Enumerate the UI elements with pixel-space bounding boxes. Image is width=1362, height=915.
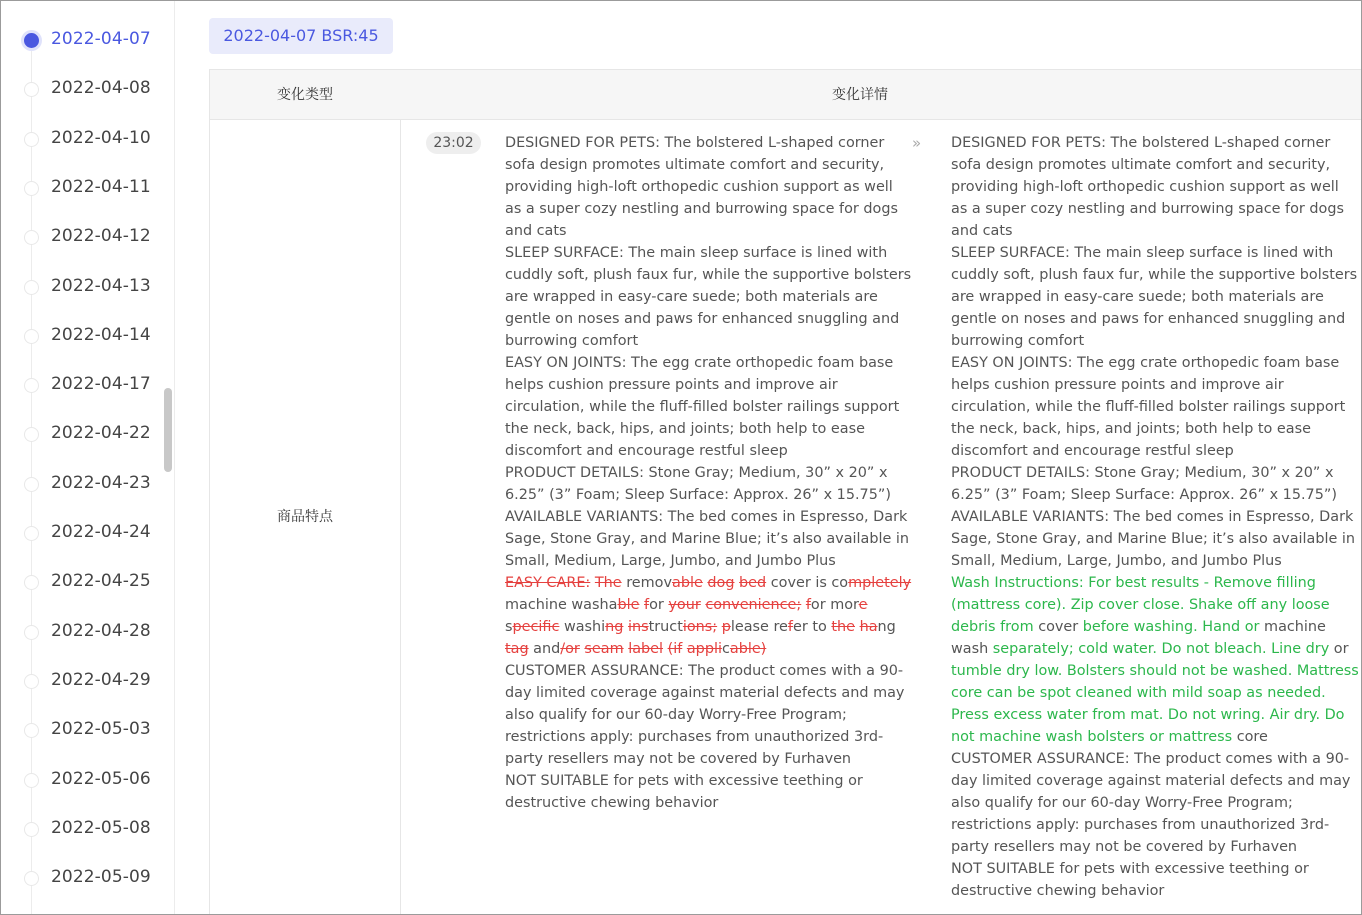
diff-line bbox=[951, 616, 1346, 638]
timeline-dot-icon bbox=[24, 871, 39, 886]
inserted-text: Press excess water from mat. Do not wring. Air dry. Do bbox=[951, 707, 1345, 723]
change-table bbox=[209, 69, 1362, 915]
text-line: Sage, Stone Gray, and Marine Blue; it’s also available in bbox=[505, 531, 910, 547]
text-line: DESIGNED FOR PETS: The bolstered L-shaped corner bbox=[505, 135, 885, 151]
text-line: the neck, back, hips, and joints; both help to ease bbox=[951, 421, 1311, 437]
deleted-text: the bbox=[831, 619, 855, 635]
text-line: providing high-loft orthopedic cushion support as well bbox=[505, 179, 893, 195]
table-header bbox=[210, 70, 1362, 120]
unchanged-text: lease re bbox=[730, 619, 788, 635]
unchanged-text: er to bbox=[793, 619, 832, 635]
text-line: cuddly soft, plush faux fur, while the supportive bolsters bbox=[951, 267, 1358, 283]
deleted-text: EASY CARE: bbox=[505, 575, 591, 591]
text-line: NOT SUITABLE for pets with excessive teething or bbox=[505, 773, 863, 789]
unchanged-text: ng bbox=[877, 619, 896, 635]
timeline-date-label: 2022-05-06 bbox=[51, 768, 151, 789]
timeline-dot-icon bbox=[24, 82, 39, 97]
timeline-dot-icon bbox=[24, 773, 39, 788]
text-line: as a super cozy nestling and burrowing space for dogs bbox=[951, 201, 1344, 217]
text-line: destructive chewing behavior bbox=[505, 795, 719, 811]
column-divider bbox=[400, 120, 401, 915]
double-chevron-right-icon: » bbox=[912, 134, 922, 152]
deleted-text: seam bbox=[584, 641, 624, 657]
diff-line bbox=[951, 704, 1346, 726]
deleted-text: ha bbox=[859, 619, 878, 635]
unchanged-text: or bbox=[1329, 641, 1349, 657]
diff-line bbox=[951, 594, 1346, 616]
deleted-text: ins bbox=[628, 619, 649, 635]
diff-line bbox=[505, 616, 900, 638]
deleted-text: ions; bbox=[682, 619, 718, 635]
timeline-dot-icon bbox=[24, 575, 39, 590]
text-line: EASY ON JOINTS: The egg crate orthopedic foam base bbox=[505, 355, 894, 371]
text-line: also qualify for our 60-day Worry-Free Program; bbox=[505, 707, 847, 723]
deleted-text: your bbox=[668, 597, 701, 613]
timeline-item[interactable] bbox=[1, 567, 161, 597]
text-line: cuddly soft, plush faux fur, while the supportive bolsters bbox=[505, 267, 912, 283]
timeline-date-label: 2022-04-08 bbox=[51, 78, 151, 99]
inserted-text: core can be spot cleaned with mild soap as needed. bbox=[951, 685, 1326, 701]
timeline-dot-icon bbox=[24, 427, 39, 442]
text-line: party resellers may not be covered by Furhaven bbox=[505, 751, 852, 767]
text-line: helps cushion pressure points and improve air bbox=[951, 377, 1284, 393]
deleted-text: dog bbox=[707, 575, 735, 591]
text-line: NOT SUITABLE for pets with excessive teething or bbox=[951, 861, 1309, 877]
timeline-date-label: 2022-04-17 bbox=[51, 374, 151, 395]
text-line: gentle on noses and paws for enhanced snuggling and bbox=[951, 311, 1346, 327]
timeline-date-label: 2022-04-22 bbox=[51, 423, 151, 444]
timeline-item[interactable] bbox=[1, 419, 161, 449]
text-line: destructive chewing behavior bbox=[951, 883, 1165, 899]
text-line: DESIGNED FOR PETS: The bolstered L-shaped corner bbox=[951, 135, 1331, 151]
timeline-date-label: 2022-04-25 bbox=[51, 571, 151, 592]
inserted-text: tumble dry low. Bolsters should not be washed. Mattress bbox=[951, 663, 1359, 679]
timeline-date-label: 2022-04-29 bbox=[51, 669, 151, 690]
deleted-text: f bbox=[644, 597, 650, 613]
timeline-item[interactable] bbox=[1, 25, 161, 55]
text-line: restrictions apply: purchases from unauthorized 3rd- bbox=[951, 817, 1330, 833]
text-line: EASY ON JOINTS: The egg crate orthopedic foam base bbox=[951, 355, 1340, 371]
text-line: restrictions apply: purchases from unauthorized 3rd- bbox=[505, 729, 884, 745]
unchanged-text: remov bbox=[621, 575, 672, 591]
text-line: 6.25” (3” Foam; Sleep Surface: Approx. 26” x 15.75”) bbox=[951, 487, 1337, 503]
diff-line bbox=[505, 594, 900, 616]
inserted-text: results - Remove filling bbox=[1146, 575, 1316, 591]
deleted-text: The bbox=[594, 575, 622, 591]
text-line: 6.25” (3” Foam; Sleep Surface: Approx. 26” x 15.75”) bbox=[505, 487, 891, 503]
timeline-date-label: 2022-05-03 bbox=[51, 719, 151, 740]
deleted-text: convenience; bbox=[705, 597, 802, 613]
deleted-text: (if bbox=[667, 641, 683, 657]
unchanged-text: truct bbox=[648, 619, 683, 635]
timeline-item[interactable] bbox=[1, 666, 161, 696]
text-line: AVAILABLE VARIANTS: The bed comes in Espresso, Dark bbox=[505, 509, 908, 525]
text-line: sofa design promotes ultimate comfort and security, bbox=[505, 157, 885, 173]
timeline-date-label: 2022-05-09 bbox=[51, 867, 151, 888]
deleted-text: bed bbox=[739, 575, 767, 591]
text-line: discomfort and encourage restful sleep bbox=[505, 443, 788, 459]
col-header-change-type: 变化类型 bbox=[277, 87, 333, 103]
date-bsr-badge: 2022-04-07 BSR:45 bbox=[209, 18, 393, 54]
text-line: are wrapped in easy-care suede; both materials are bbox=[951, 289, 1324, 305]
unchanged-text: washi bbox=[559, 619, 606, 635]
timeline-item[interactable] bbox=[1, 715, 161, 745]
text-line: circulation, while the fluff-filled bolster railings support bbox=[951, 399, 1346, 415]
timeline-date-label: 2022-04-24 bbox=[51, 522, 151, 542]
text-line: Sage, Stone Gray, and Marine Blue; it’s also available in bbox=[951, 531, 1356, 547]
text-line: discomfort and encourage restful sleep bbox=[951, 443, 1234, 459]
inserted-text: debris from bbox=[951, 619, 1039, 635]
unchanged-text: cover bbox=[1038, 619, 1079, 635]
text-line: CUSTOMER ASSURANCE: The product comes with a 90- bbox=[951, 751, 1350, 767]
deleted-text: label bbox=[628, 641, 664, 657]
sidebar-scrollbar-thumb[interactable] bbox=[164, 388, 172, 472]
text-line: and cats bbox=[505, 223, 567, 239]
timeline-date-label: 2022-04-10 bbox=[51, 127, 151, 148]
old-value-text bbox=[505, 132, 912, 814]
text-line: burrowing comfort bbox=[505, 333, 639, 349]
col-header-change-detail: 变化详情 bbox=[832, 87, 888, 103]
new-value-text bbox=[951, 132, 1359, 902]
timeline-date-label: 2022-04-12 bbox=[51, 226, 151, 247]
unchanged-text: machine washa bbox=[505, 597, 618, 613]
text-line: and cats bbox=[951, 223, 1013, 239]
deleted-text: e bbox=[858, 597, 868, 613]
unchanged-text: cover is co bbox=[766, 575, 849, 591]
timeline-item[interactable] bbox=[1, 272, 161, 302]
text-line: SLEEP SURFACE: The main sleep surface is lined with bbox=[951, 245, 1334, 261]
text-line: also qualify for our 60-day Worry-Free Program; bbox=[951, 795, 1293, 811]
timeline-item[interactable] bbox=[1, 173, 161, 203]
text-line: Small, Medium, Large, Jumbo, and Jumbo Plus bbox=[951, 553, 1282, 569]
timeline-item[interactable] bbox=[1, 518, 161, 548]
timeline-item[interactable] bbox=[1, 124, 161, 154]
text-line: circulation, while the fluff-filled bolster railings support bbox=[505, 399, 900, 415]
timeline-dot-icon bbox=[24, 625, 39, 640]
timeline-item[interactable] bbox=[1, 370, 161, 400]
diff-line bbox=[951, 682, 1346, 704]
text-line: gentle on noses and paws for enhanced snuggling and bbox=[505, 311, 900, 327]
inserted-text: separately; cold water. Do not bleach. Line dry bbox=[992, 641, 1330, 657]
deleted-text: ble bbox=[617, 597, 640, 613]
unchanged-text: or bbox=[649, 597, 669, 613]
diff-line bbox=[951, 572, 1346, 594]
timeline-dot-icon bbox=[24, 674, 39, 689]
inserted-text: (mattress core). Zip cover close. Shake off any loose bbox=[951, 597, 1330, 613]
unchanged-text: wash bbox=[951, 641, 993, 657]
timeline-date-label: 2022-04-23 bbox=[51, 472, 151, 493]
text-line: helps cushion pressure points and improve air bbox=[505, 377, 838, 393]
text-line: party resellers may not be covered by Furhaven bbox=[951, 839, 1298, 855]
deleted-text: mpletely bbox=[848, 575, 912, 591]
text-line: the neck, back, hips, and joints; both help to ease bbox=[505, 421, 865, 437]
inserted-text: est bbox=[1124, 575, 1147, 591]
text-line: SLEEP SURFACE: The main sleep surface is lined with bbox=[505, 245, 888, 261]
unchanged-text: and bbox=[528, 641, 561, 657]
unchanged-text: or mor bbox=[810, 597, 859, 613]
timeline-dot-icon bbox=[24, 230, 39, 245]
date-timeline bbox=[1, 1, 175, 915]
timeline-item[interactable] bbox=[1, 222, 161, 252]
timeline-dot-icon bbox=[24, 477, 39, 492]
timeline-date-label: 2022-04-28 bbox=[51, 620, 151, 641]
deleted-text: able bbox=[672, 575, 703, 591]
unchanged-text: core bbox=[1236, 729, 1268, 745]
timeline-item[interactable] bbox=[1, 863, 161, 893]
text-line: AVAILABLE VARIANTS: The bed comes in Espresso, Dark bbox=[951, 509, 1354, 525]
timeline-item[interactable] bbox=[1, 469, 161, 499]
unchanged-text: s bbox=[505, 619, 513, 635]
timeline-dot-icon bbox=[24, 378, 39, 393]
diff-line bbox=[951, 660, 1359, 682]
timeline-date-label: 2022-04-14 bbox=[51, 324, 151, 345]
timeline-item[interactable] bbox=[1, 74, 161, 104]
timeline-dot-icon bbox=[24, 33, 39, 48]
deleted-text: p bbox=[721, 619, 731, 635]
diff-line bbox=[951, 726, 1346, 748]
deleted-text: able) bbox=[729, 641, 767, 657]
timeline-dot-icon bbox=[24, 822, 39, 837]
timeline-item[interactable] bbox=[1, 814, 161, 844]
timeline-dot-icon bbox=[24, 723, 39, 738]
timeline-date-label: 2022-04-07 bbox=[51, 29, 151, 49]
deleted-text: appli bbox=[686, 641, 722, 657]
text-line: CUSTOMER ASSURANCE: The product comes with a 90- bbox=[505, 663, 904, 679]
diff-line bbox=[951, 638, 1349, 660]
timeline-item[interactable] bbox=[1, 321, 161, 351]
text-line: burrowing comfort bbox=[951, 333, 1085, 349]
unchanged-text: machine bbox=[1264, 619, 1326, 635]
change-time-badge: 23:02 bbox=[426, 132, 481, 154]
inserted-text: Wash Instructions: For b bbox=[951, 575, 1125, 591]
timeline-date-label: 2022-04-13 bbox=[51, 275, 151, 296]
timeline-dot-icon bbox=[24, 181, 39, 196]
inserted-text: not machine wash bolsters or mattress bbox=[951, 729, 1237, 745]
text-line: PRODUCT DETAILS: Stone Gray; Medium, 30” x 20” x bbox=[951, 465, 1334, 481]
unchanged-text: c bbox=[721, 641, 730, 657]
timeline-dot-icon bbox=[24, 526, 39, 541]
text-line: day limited coverage against material defects and may bbox=[951, 773, 1351, 789]
deleted-text: tag bbox=[505, 641, 529, 657]
timeline-date-label: 2022-04-11 bbox=[51, 176, 151, 197]
timeline-dot-icon bbox=[24, 280, 39, 295]
change-type-cell: 商品特点 bbox=[277, 509, 333, 525]
timeline-item[interactable] bbox=[1, 617, 161, 647]
deleted-text: f bbox=[805, 597, 811, 613]
text-line: Small, Medium, Large, Jumbo, and Jumbo Plus bbox=[505, 553, 836, 569]
timeline-date-label: 2022-05-08 bbox=[51, 817, 151, 838]
text-line: PRODUCT DETAILS: Stone Gray; Medium, 30” x 20” x bbox=[505, 465, 888, 481]
deleted-text: f bbox=[787, 619, 793, 635]
diff-line bbox=[505, 572, 912, 594]
deleted-text: ng bbox=[605, 619, 624, 635]
timeline-dot-icon bbox=[24, 329, 39, 344]
text-line: providing high-loft orthopedic cushion support as well bbox=[951, 179, 1339, 195]
diff-line bbox=[505, 638, 900, 660]
text-line: as a super cozy nestling and burrowing space for dogs bbox=[505, 201, 898, 217]
text-line: are wrapped in easy-care suede; both materials are bbox=[505, 289, 878, 305]
deleted-text: /or bbox=[560, 641, 580, 657]
timeline-dot-icon bbox=[24, 132, 39, 147]
deleted-text: pecific bbox=[512, 619, 560, 635]
inserted-text: before washing. Hand or bbox=[1078, 619, 1265, 635]
text-line: day limited coverage against material defects and may bbox=[505, 685, 905, 701]
text-line: sofa design promotes ultimate comfort and security, bbox=[951, 157, 1331, 173]
timeline-item[interactable] bbox=[1, 765, 161, 795]
